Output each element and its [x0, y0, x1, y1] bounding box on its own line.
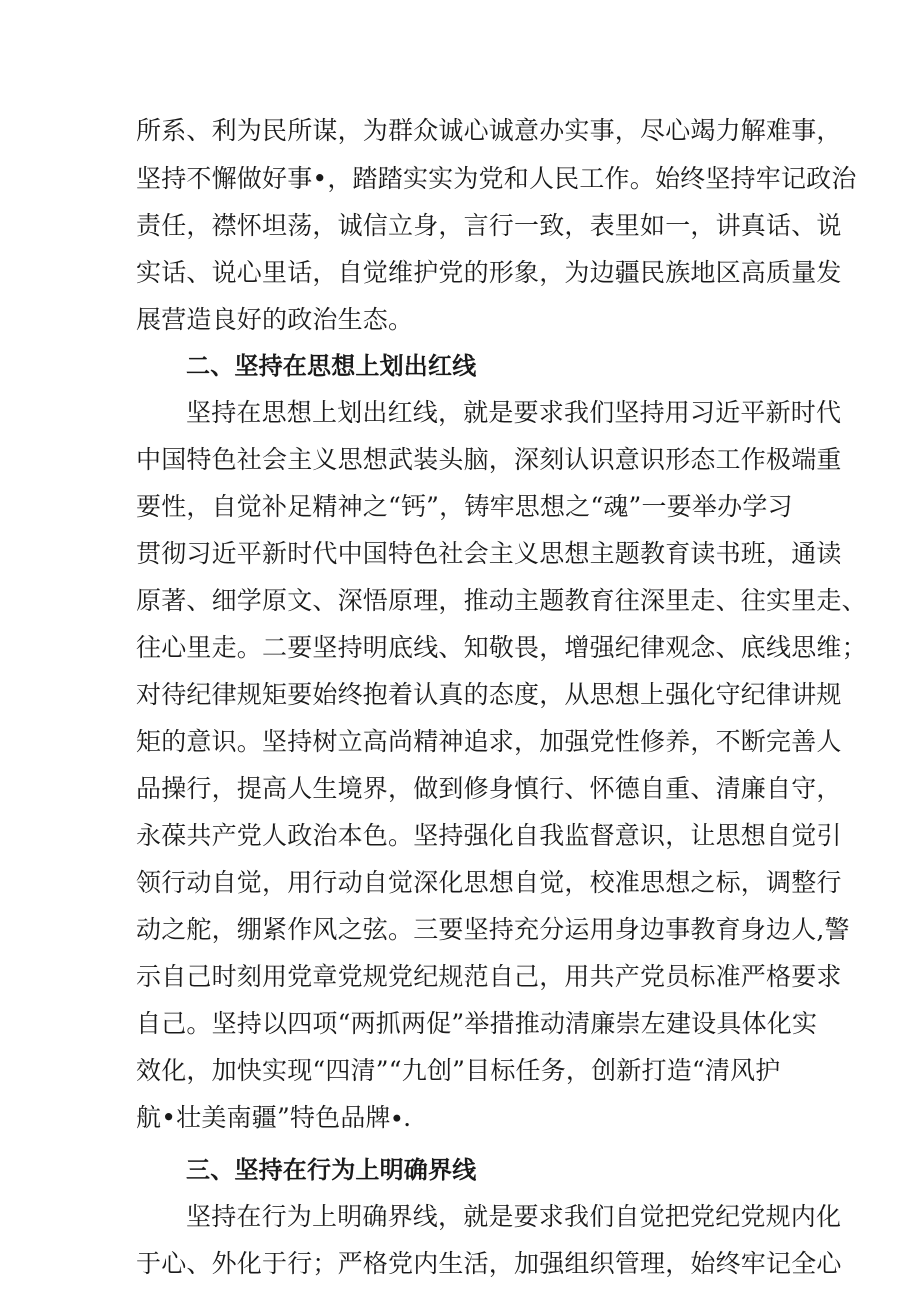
body-text-line: 对待纪律规矩要始终抱着认真的态度，从思想上强化守纪律讲规 [136, 680, 842, 709]
body-text-line: 贯彻习近平新时代中国特色社会主义思想主题教育读书班，通读 [136, 539, 842, 568]
body-text-line: 责任，襟怀坦荡，诚信立身，言行一致，表里如一，讲真话、说 [136, 211, 842, 240]
body-text-line: 展营造良好的政治生态。 [136, 305, 414, 334]
body-text-line: 于心、外化于行；严格党内生活，加强组织管理，始终牢记全心 [136, 1249, 842, 1278]
body-text-line: 坚持在思想上划出红线，就是要求我们坚持用习近平新时代 [186, 398, 842, 427]
body-text-line: 坚持在行为上明确界线，就是要求我们自觉把党纪党规内化 [186, 1202, 842, 1231]
section-heading: 二、坚持在思想上划出红线 [186, 352, 477, 380]
body-text-line: 往心里走。二要坚持明底线、知敬畏，增强纪律观念、底线思维； [136, 633, 867, 662]
body-text-line: 效化，加快实现“四清”“九创”目标任务，创新打造“清风护 [136, 1056, 781, 1085]
body-text-line: 自己。坚持以四项“两抓两促”举措推动清廉崇左建设具体化实 [136, 1009, 818, 1038]
body-text-line: 航•壮美南疆”特色品牌∙. [136, 1103, 412, 1132]
body-text-line: 永葆共产党人政治本色。坚持强化自我监督意识，让思想自觉引 [136, 821, 842, 850]
body-text-line: 要性，自觉补足精神之“钙”，铸牢思想之“魂”一要举办学习 [136, 492, 793, 521]
body-text-line: 品操行，提高人生境界，做到修身慎行、怀德自重、清廉自守， [136, 774, 842, 803]
body-text-line: 示自己时刻用党章党规党纪规范自己，用共产党员标准严格要求 [136, 962, 842, 991]
body-text-line: 中国特色社会主义思想武装头脑，深刻认识意识形态工作极端重 [136, 445, 842, 474]
body-text-line: 原著、细学原文、深悟原理，推动主题教育往深里走、往实里走、 [136, 586, 867, 615]
body-text-line: 实话、说心里话，自觉维护党的形象，为边疆民族地区高质量发 [136, 258, 842, 287]
body-text-line: 矩的意识。坚持树立高尚精神追求，加强党性修养，不断完善人 [136, 727, 842, 756]
section-heading: 三、坚持在行为上明确界线 [186, 1156, 477, 1184]
body-text-line: 领行动自觉，用行动自觉深化思想自觉，校准思想之标，调整行 [136, 868, 842, 897]
body-text-line: 动之舵，绷紧作风之弦。三要坚持充分运用身边事教育身边人,警 [136, 915, 850, 944]
body-text-line: 坚持不懈做好事•，踏踏实实为党和人民工作。始终坚持牢记政治 [136, 164, 857, 193]
body-text-line: 所系、利为民所谋，为群众诚心诚意办实事，尽心竭力解难事， [136, 116, 842, 145]
